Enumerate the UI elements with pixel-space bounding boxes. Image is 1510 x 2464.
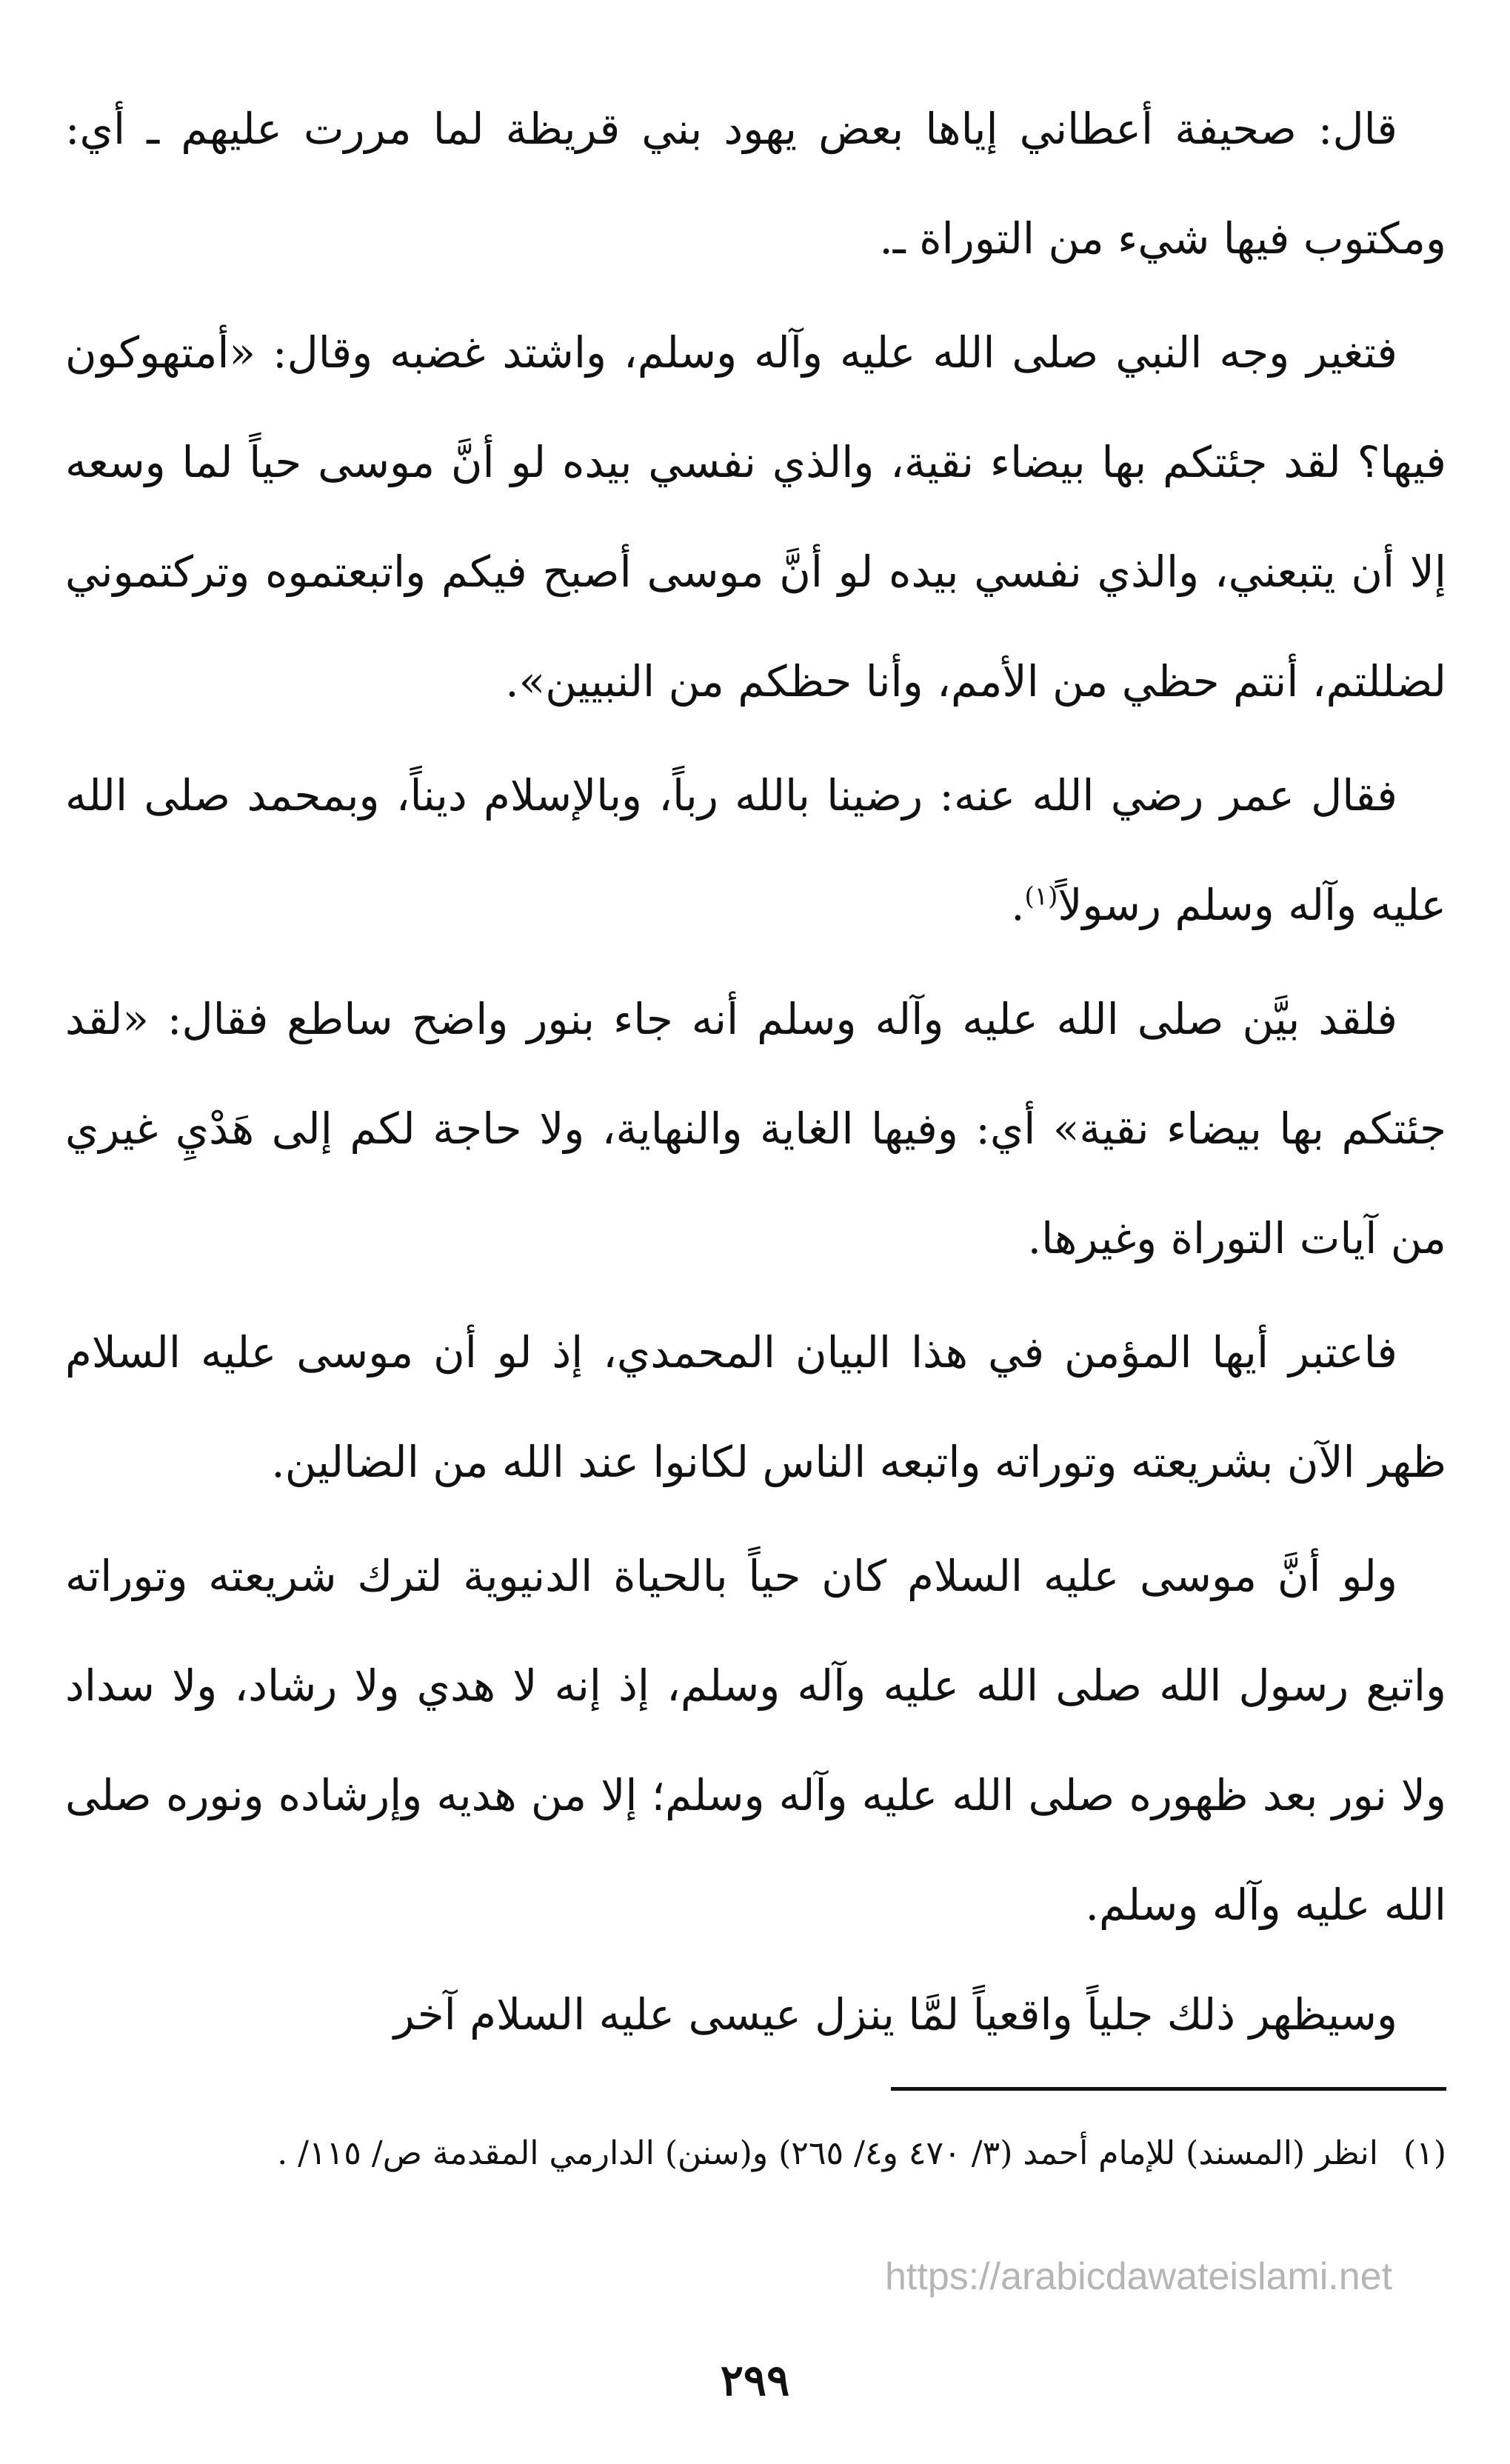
paragraph-3 <box>65 741 1446 960</box>
footnote-number: (١) <box>1403 2134 1446 2172</box>
paragraph-1: قال: صحيفة أعطاني إياها بعض يهود بني قريظة لما مررت عليهم ـ أي: ومكتوب فيها شيء من التوراة ـ. <box>65 104 1446 264</box>
paragraph-4: فلقد بيَّن صلى الله عليه وآله وسلم أنه جاء بنور واضح ساطع فقال: «لقد جئتكم بها بيضاء نقية» أي: وفيها الغاية والنهاية، ولا حاجة لكم إلى هَدْيِ غيري من آيات التوراة وغيرها. <box>65 994 1446 1263</box>
paragraph-7: وسيظهر ذلك جلياً واقعياً لمَّا ينزل عيسى عليه السلام آخر <box>393 1989 1397 2040</box>
paragraph-6: ولو أنَّ موسى عليه السلام كان حياً بالحياة الدنيوية لترك شريعته وتوراته واتبع رسول الله صلى الله عليه وآله وسلم، إذ إنه لا هدي ولا رشاد، ولا سداد ولا نور بعد ظهوره صلى الله عليه وآله وسلم؛ إلا من هديه وإرشاده ونوره صلى الله عليه وآله وسلم. <box>65 1551 1446 1930</box>
paragraph-3-end: . <box>1011 880 1025 930</box>
paragraph-3-text: فقال عمر رضي الله عنه: رضينا بالله رباً، وبالإسلام ديناً، وبمحمد صلى الله عليه وآله وسلم رسولاً <box>65 770 1446 930</box>
main-text <box>65 74 1446 2069</box>
paragraph-2: فتغير وجه النبي صلى الله عليه وآله وسلم، واشتد غضبه وقال: «أمتهوكون فيها؟ لقد جئتكم بها بيضاء نقية، والذي نفسي بيده لو أنَّ موسى حياً لما وسعه إلا أن يتبعني، والذي نفسي بيده لو أنَّ موسى أصبح فيكم واتبعتموه وتركتموني لضللتم، أنتم حظي من الأمم، وأنا حظكم من النبيين». <box>65 327 1446 707</box>
footnote-reference[interactable]: (١) <box>1024 881 1058 912</box>
watermark-url: https://arabicdawateislami.net <box>885 2255 1393 2298</box>
footnote-divider <box>891 2087 1446 2091</box>
page-number: ٢٩٩ <box>720 2355 790 2405</box>
footnote-text: انظر (المسند) للإمام أحمد (٣/ ٤٧٠ و٤/ ٢٦٥) و(سنن) الدارمي المقدمة ص/ ١١٥/ . <box>277 2134 1379 2172</box>
paragraph-5: فاعتبر أيها المؤمن في هذا البيان المحمدي، إذ لو أن موسى عليه السلام ظهر الآن بشريعته وتوراته واتبعه الناس لكانوا عند الله من الضالين. <box>65 1327 1446 1487</box>
footnote <box>65 2120 1446 2188</box>
